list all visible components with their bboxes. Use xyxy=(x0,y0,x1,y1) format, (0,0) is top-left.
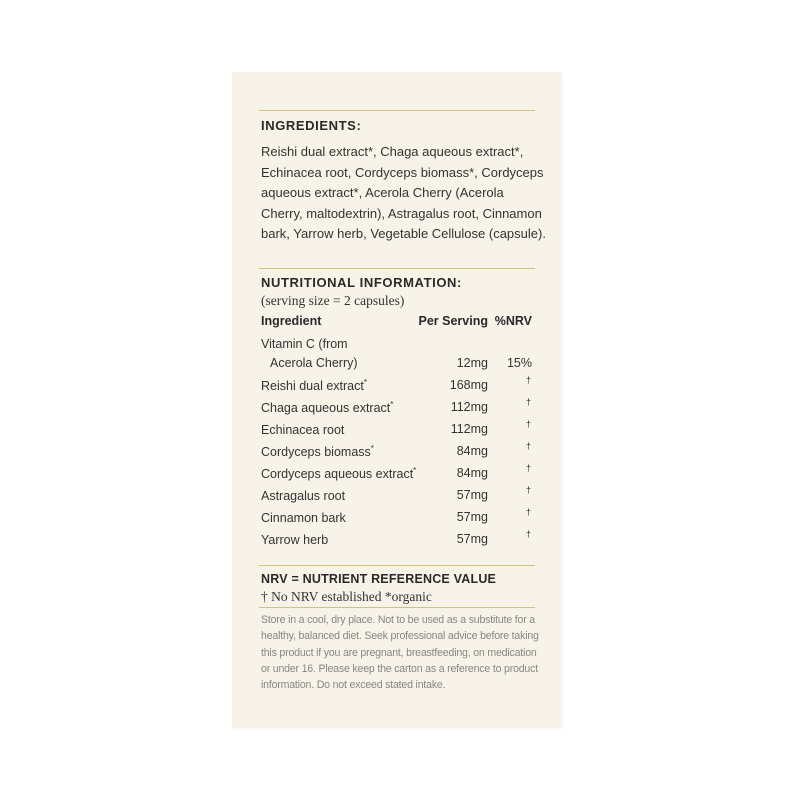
row-per-serving: 112mg xyxy=(450,400,488,414)
row-per-serving: 57mg xyxy=(456,510,488,524)
row-nrv-dagger: † xyxy=(525,397,531,407)
vitamin-c-nrv: 15% xyxy=(506,356,532,370)
table-row-vitamin-c-line1 xyxy=(232,337,562,357)
table-row xyxy=(232,463,562,486)
row-ingredient-name: Cordyceps aqueous extract* xyxy=(261,466,417,482)
nrv-legend-heading: NRV = NUTRIENT REFERENCE VALUE xyxy=(261,572,497,586)
table-row xyxy=(232,507,562,530)
row-per-serving: 168mg xyxy=(449,378,488,392)
row-ingredient-name: Chaga aqueous extract* xyxy=(261,400,394,416)
row-nrv-dagger: † xyxy=(525,441,531,451)
storage-advice: Store in a cool, dry place. Not to be used as a substitute for a healthy, balanced diet. Seek professional advice before taking this product if you are pregnant, breastfeeding, on medication or under 16. Please keep the carton as a reference to product information. Do not exceed stated intake. xyxy=(261,614,539,692)
table-divider xyxy=(259,565,535,566)
vitamin-c-per-serving: 12mg xyxy=(456,356,488,370)
carton-back-panel xyxy=(232,72,562,728)
row-per-serving: 57mg xyxy=(456,532,488,546)
row-nrv-dagger: † xyxy=(525,485,531,495)
table-row-vitamin-c xyxy=(232,356,562,376)
row-nrv-dagger: † xyxy=(525,463,531,473)
ingredients-divider xyxy=(259,268,535,269)
table-row xyxy=(232,419,562,442)
row-ingredient-name: Cinnamon bark xyxy=(261,511,346,526)
table-row xyxy=(232,375,562,398)
table-row xyxy=(232,485,562,508)
top-divider xyxy=(259,110,535,111)
row-nrv-dagger: † xyxy=(525,529,531,539)
nutrition-heading: NUTRITIONAL INFORMATION: xyxy=(261,275,462,290)
table-row xyxy=(232,441,562,464)
row-per-serving: 84mg xyxy=(456,444,488,458)
row-nrv-dagger: † xyxy=(525,419,531,429)
ingredients-heading: INGREDIENTS: xyxy=(261,118,362,133)
vitamin-c-name-line2: Acerola Cherry) xyxy=(270,356,358,370)
column-per-serving: Per Serving xyxy=(418,314,488,328)
nrv-legend-note: † No NRV established *organic xyxy=(261,589,432,604)
row-ingredient-name: Echinacea root xyxy=(261,423,345,438)
row-nrv-dagger: † xyxy=(525,375,531,385)
column-nrv: %NRV xyxy=(494,314,532,328)
row-ingredient-name: Astragalus root xyxy=(261,489,346,504)
vitamin-c-name-line1: Vitamin C (from xyxy=(261,337,348,351)
row-per-serving: 57mg xyxy=(456,488,488,502)
legend-divider xyxy=(259,607,535,608)
table-row xyxy=(232,397,562,420)
row-per-serving: 112mg xyxy=(450,422,488,436)
row-ingredient-name: Yarrow herb xyxy=(261,533,329,548)
nutrition-table-header xyxy=(232,314,562,334)
row-nrv-dagger: † xyxy=(525,507,531,517)
serving-size-note: (serving size = 2 capsules) xyxy=(261,293,405,308)
row-ingredient-name: Cordyceps biomass* xyxy=(261,444,374,460)
column-ingredient: Ingredient xyxy=(261,314,322,328)
table-row xyxy=(232,529,562,552)
row-ingredient-name: Reishi dual extract* xyxy=(261,378,367,394)
ingredients-list: Reishi dual extract*, Chaga aqueous extract*, Echinacea root, Cordyceps biomass*, Cordyceps aqueous extract*, Acerola Cherry (Acerola Cherry, maltodextrin), Astragalus root, Cinnamon bark, Yarrow herb, Vegetable Cellulose (capsule). xyxy=(261,144,546,242)
row-per-serving: 84mg xyxy=(456,466,488,480)
